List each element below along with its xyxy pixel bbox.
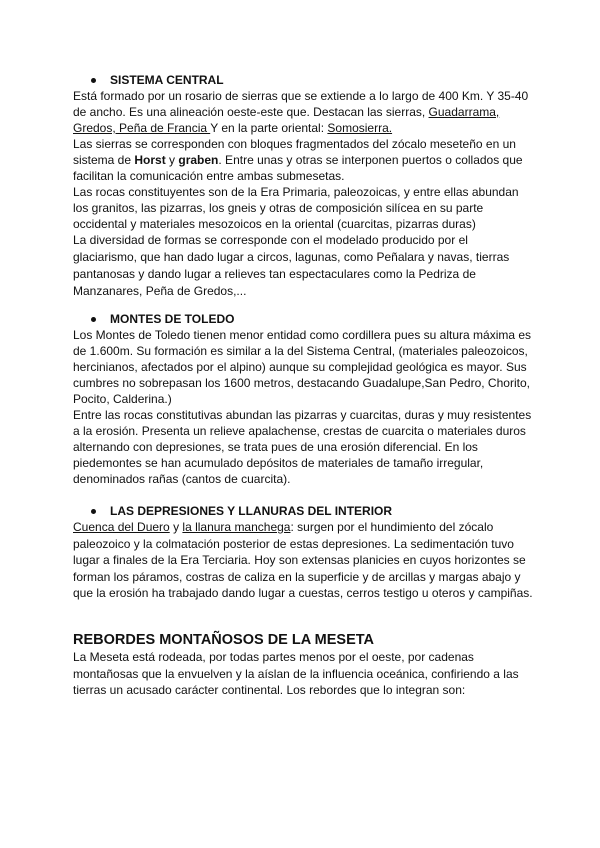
paragraph bbox=[73, 519, 533, 602]
paragraph bbox=[73, 88, 533, 136]
underlined-text: Cuenca del Duero bbox=[73, 520, 170, 534]
underlined-text: Guadarrama, Gredos, Peña de Francia bbox=[73, 105, 500, 135]
section-title: REBORDES MONTAÑOSOS DE LA MESETA bbox=[73, 632, 375, 648]
paragraph: La diversidad de formas se corresponde con el modelado producido por el glaciarismo, que han dado lugar a circos, lagunas, como Peñalara y navas, tierras pantanosas y dando lugar a relieves tan espectaculares como la Pedriza de Manzanares, Peña de Gredos,... bbox=[73, 233, 510, 298]
bullet-icon bbox=[91, 509, 96, 514]
text: Está formado por un rosario de sierras que se extiende a lo largo de 400 Km. Y 35-40 de ancho. Es una alineación oeste-este que. Destacan las sierras, bbox=[73, 89, 529, 119]
underlined-text: Somosierra. bbox=[327, 121, 393, 135]
underlined-text: la llanura manchega bbox=[182, 520, 291, 534]
heading-text: SISTEMA CENTRAL bbox=[110, 73, 224, 87]
text: y bbox=[169, 520, 183, 534]
text: y bbox=[165, 153, 179, 167]
section-depresiones bbox=[73, 503, 533, 602]
paragraph bbox=[73, 136, 533, 184]
heading-text: LAS DEPRESIONES Y LLANURAS DEL INTERIOR bbox=[110, 504, 393, 518]
heading-text: MONTES DE TOLEDO bbox=[110, 312, 235, 326]
bullet-icon bbox=[91, 317, 96, 322]
text: : surgen por el hundimiento del zócalo paleozoico y la colmatación posterior de estas depresiones. La sedimentación tuvo lugar a finales de la Era Terciaria. Hoy son extensas planicies en cuyos horizontes se forman los páramos, costras de caliza en la superficie y de arcillas y margas abajo y que la erosión ha trabajado dando lugar a cuestas, cerros testigo u oteros y campiñas. bbox=[73, 520, 533, 600]
bold-term: Horst bbox=[134, 153, 166, 167]
paragraph: La Meseta está rodeada, por todas partes menos por el oeste, por cadenas montañosas que la envuelven y la aíslan de la influencia oceánica, confiriendo a las tierras un acusado carácter continental. Los rebordes que lo integran son: bbox=[73, 650, 519, 697]
text: Las sierras se corresponden con bloques fragmentados del zócalo meseteño en un sistema de bbox=[73, 137, 516, 167]
text: Y en la parte oriental: bbox=[210, 121, 328, 135]
section-rebordes bbox=[73, 631, 533, 699]
bold-term: graben bbox=[178, 153, 219, 167]
section-heading bbox=[91, 311, 533, 327]
section-heading bbox=[91, 503, 533, 519]
text: . Entre unas y otras se interponen puertos o collados que facilitan la comunicación entre ambas submesetas. bbox=[73, 153, 523, 183]
section-heading bbox=[91, 72, 533, 88]
paragraph: Los Montes de Toledo tienen menor entidad como cordillera pues su altura máxima es de 1.600m. Su formación es similar a la del Sistema Central, (materiales paleozoicos, hercinianos, afectados por el alpino) aunque su complejidad geológica es mayor. Sus cumbres no sobrepasan los 1600 metros, destacando Guadalupe,San Pedro, Chorito, Pocito, Calderina.) bbox=[73, 328, 532, 406]
section-sistema-central bbox=[73, 72, 533, 300]
section-montes-de-toledo bbox=[73, 311, 533, 487]
paragraph: Las rocas constituyentes son de la Era Primaria, paleozoicas, y entre ellas abundan los granitos, las pizarras, los gneis y otras de composición silícea en su parte occidental y materiales mesozoicos en la oriental (cuarcitas, pizarras duras) bbox=[73, 185, 519, 231]
paragraph: Entre las rocas constitutivas abundan las pizarras y cuarcitas, duras y muy resistentes a la erosión. Presenta un relieve apalachense, crestas de cuarcita o materiales duros alternando con depresiones, se trata pues de una erosión diferencial. En los piedemontes se han acumulado depósitos de materiales de tamaño irregular, denominados rañas (cantos de cuarcita). bbox=[73, 408, 532, 486]
bullet-icon bbox=[91, 78, 96, 83]
